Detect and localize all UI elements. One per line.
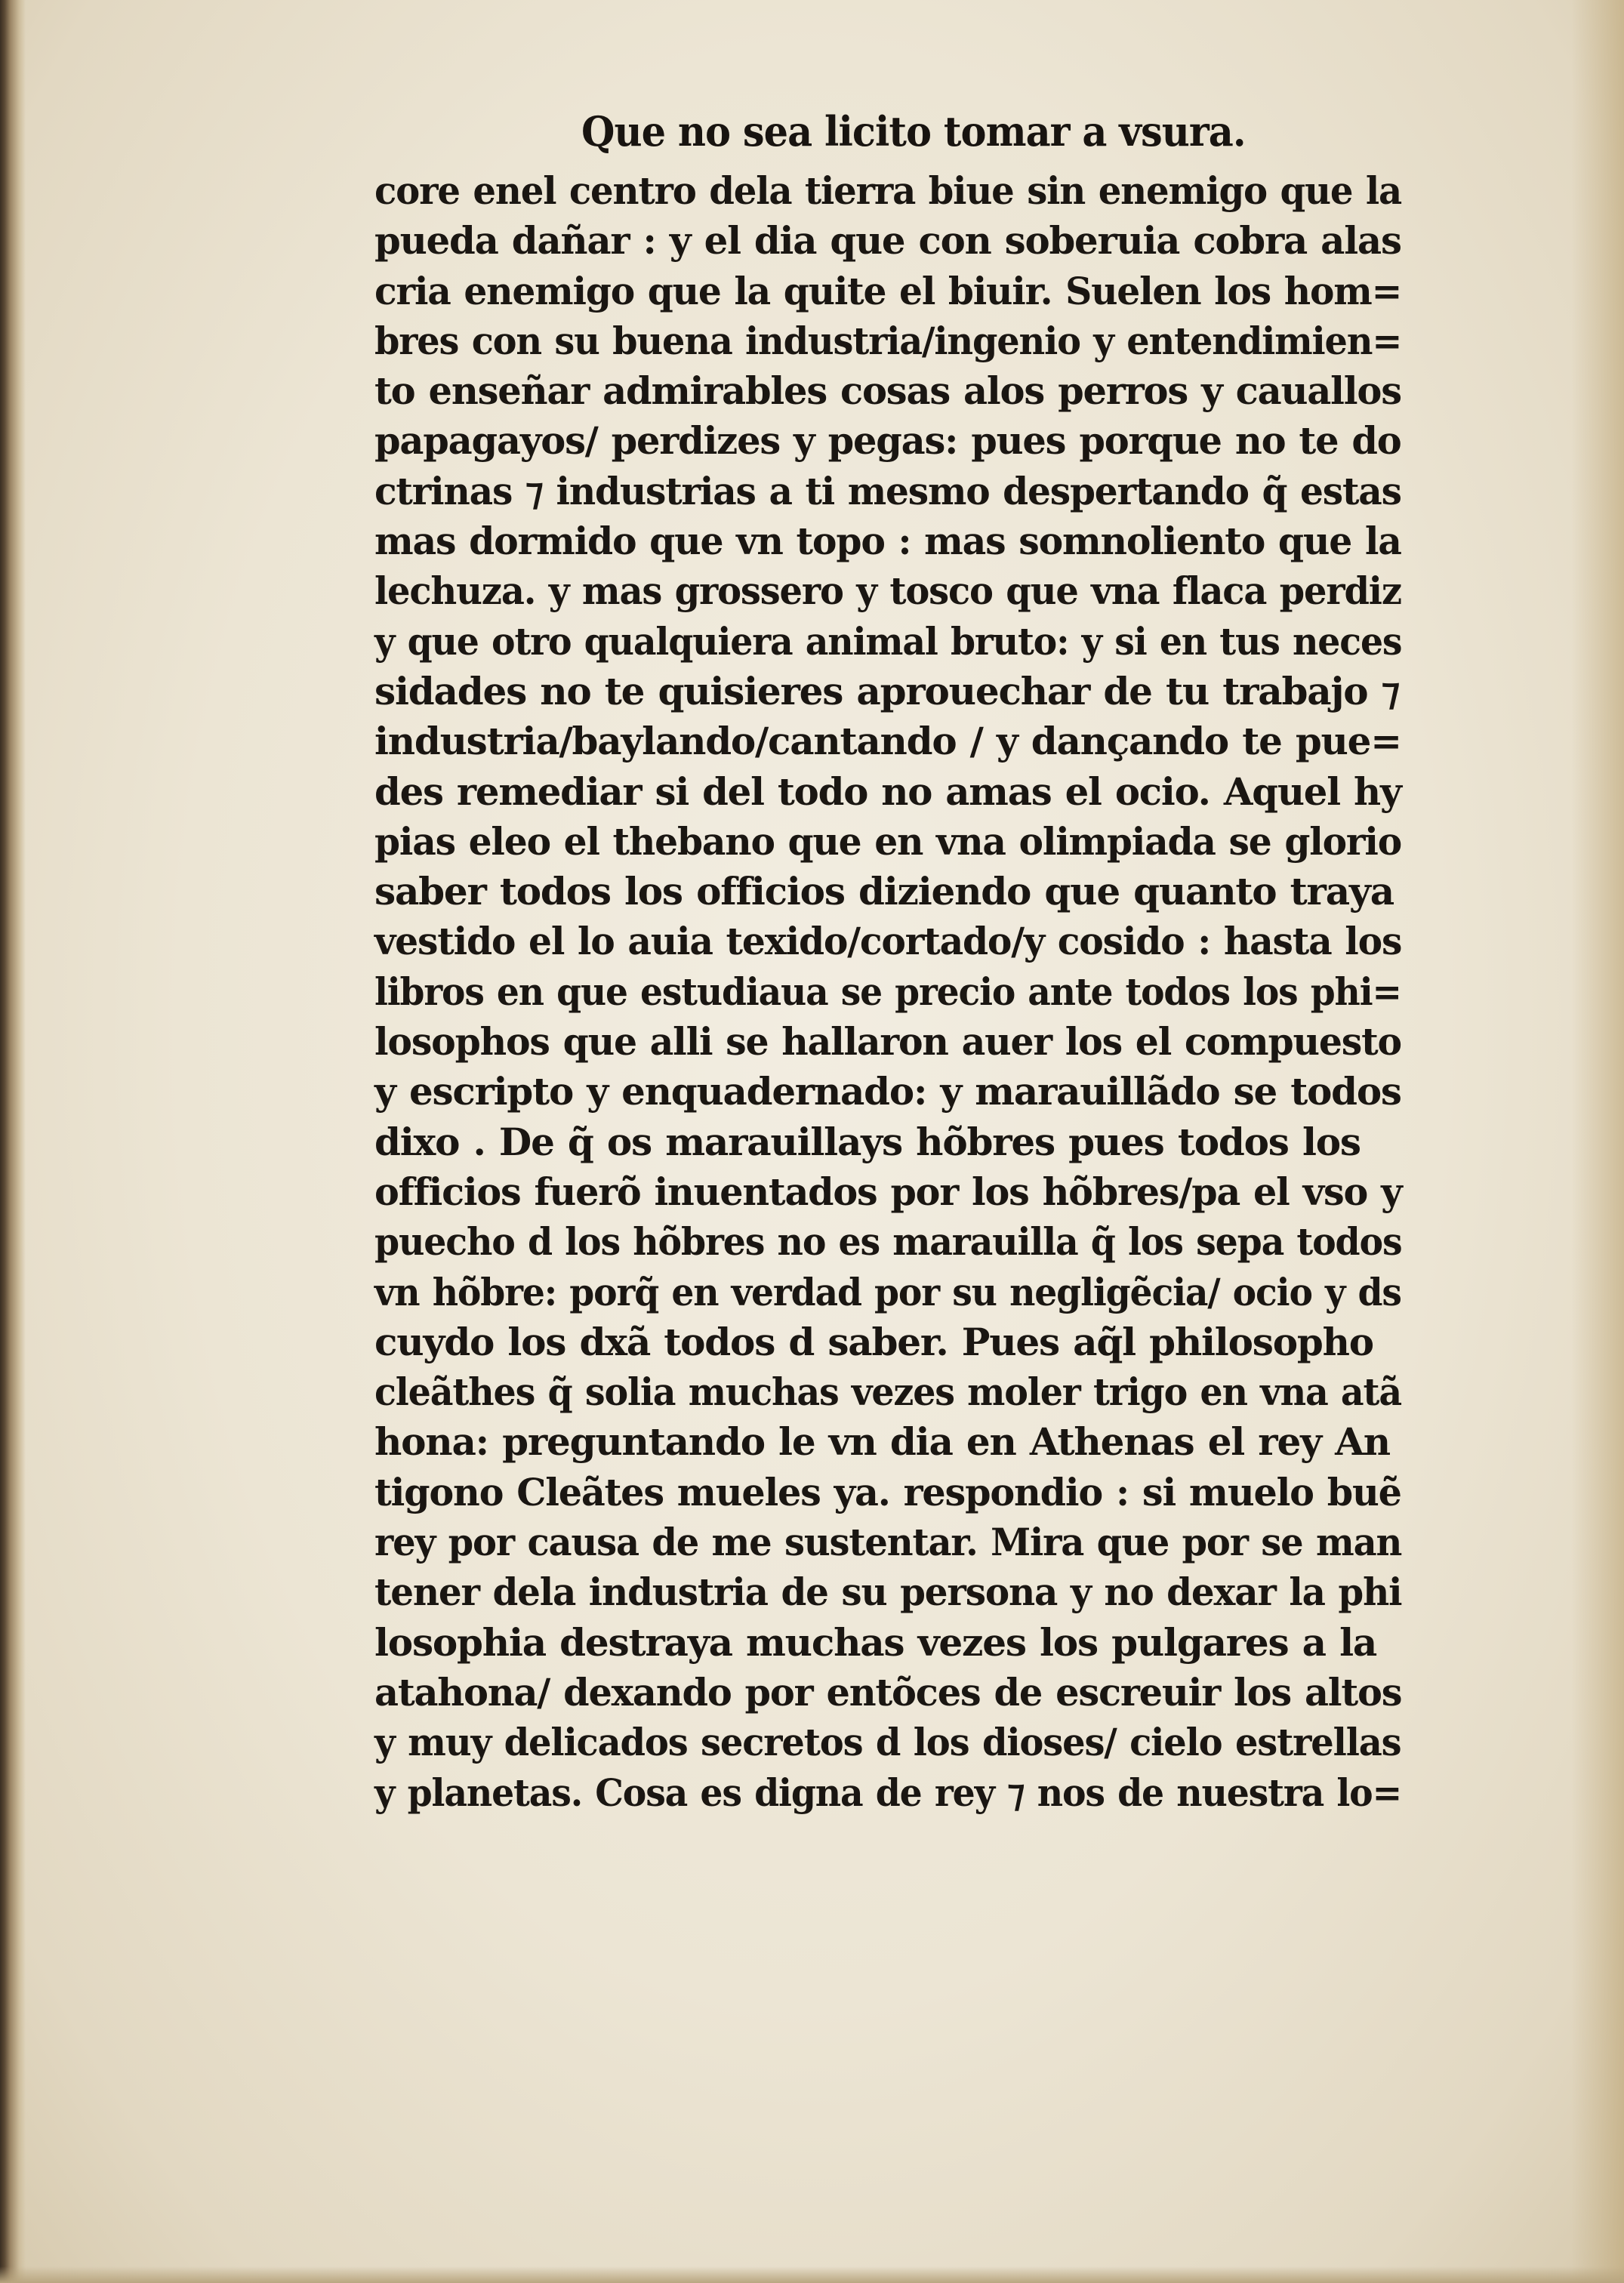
text-line: bres con su buena industria/ingenio y entendimien=: [374, 318, 1402, 363]
text-line: tigono Cleãtes mueles ya. respondio : si muelo buẽ: [374, 1469, 1401, 1514]
text-line: cleãthes q̃ solia muchas vezes moler trigo en vna atã: [374, 1369, 1401, 1415]
text-line: pias eleo el thebano que en vna olimpiada se glorio: [374, 818, 1402, 864]
text-line: pueda dañar : y el dia que con soberuia cobra alas: [374, 218, 1401, 263]
running-head: Que no sea licito tomar a vsura.: [581, 107, 1246, 156]
text-line: to enseñar admirables cosas alos perros y cauallos: [374, 368, 1401, 414]
text-line: saber todos los officios diziendo que quanto traya: [374, 869, 1394, 914]
text-line: y muy delicados secretos d los dioses/ cielo estrellas: [374, 1720, 1401, 1765]
text-line: losophia destraya muchas vezes los pulgares a la: [374, 1619, 1377, 1665]
text-line: papagayos/ perdizes y pegas: pues porque no te do: [374, 418, 1401, 464]
text-line: vestido el lo auia texido/cortado/y cosido : hasta los: [374, 919, 1402, 964]
text-line: industria/baylando/cantando / y dançando te pue=: [374, 719, 1401, 764]
text-line: hona: preguntando le vn dia en Athenas el rey An: [374, 1419, 1390, 1465]
body-text: [374, 166, 1401, 1818]
page-bottom-edge: [0, 2266, 1624, 2283]
text-line: ctrinas ⁊ industrias a ti mesmo despertando q̃ estas: [374, 468, 1401, 513]
text-line: sidades no te quisieres aprouechar de tu trabajo ⁊: [374, 668, 1400, 713]
page-stain: [1571, 0, 1624, 2283]
text-line: vn hõbre: porq̃ en verdad por su negligẽcia/ ocio y ds: [374, 1269, 1401, 1314]
text-line: dixo . De q̃ os marauillays hõbres pues todos los: [374, 1119, 1361, 1164]
text-line: atahona/ dexando por entõces de escreuir los altos: [374, 1669, 1402, 1715]
text-line: rey por causa de me sustentar. Mira que por se man: [374, 1520, 1402, 1565]
text-line: tener dela industria de su persona y no dexar la phi: [374, 1570, 1402, 1615]
binding-edge: [0, 0, 26, 2283]
text-line: lechuza. y mas grossero y tosco que vna flaca perdiz: [374, 568, 1401, 614]
text-line: y que otro qualquiera animal bruto: y si en tus neces: [374, 618, 1402, 664]
text-line: losophos que alli se hallaron auer los el compuesto: [374, 1019, 1401, 1064]
text-line: mas dormido que vn topo : mas somnoliento que la: [374, 519, 1401, 564]
text-line: officios fuerõ inuentados por los hõbres/pa el vso y: [374, 1169, 1402, 1214]
text-line: puecho d los hõbres no es marauilla q̃ los sepa todos: [374, 1219, 1402, 1265]
text-line: cria enemigo que la quite el biuir. Suelen los hom=: [374, 268, 1402, 313]
text-line: y escripto y enquadernado: y marauillãdo se todos: [374, 1069, 1401, 1114]
text-line: y planetas. Cosa es digna de rey ⁊ nos de nuestra lo=: [374, 1770, 1402, 1815]
text-line: cuydo los dxã todos d saber. Pues aq̃l philosopho: [374, 1319, 1373, 1364]
text-line: libros en que estudiaua se precio ante todos los phi=: [374, 969, 1401, 1014]
text-line: des remediar si del todo no amas el ocio. Aquel hy: [374, 769, 1401, 814]
text-line: core enel centro dela tierra biue sin enemigo que la: [374, 168, 1402, 213]
